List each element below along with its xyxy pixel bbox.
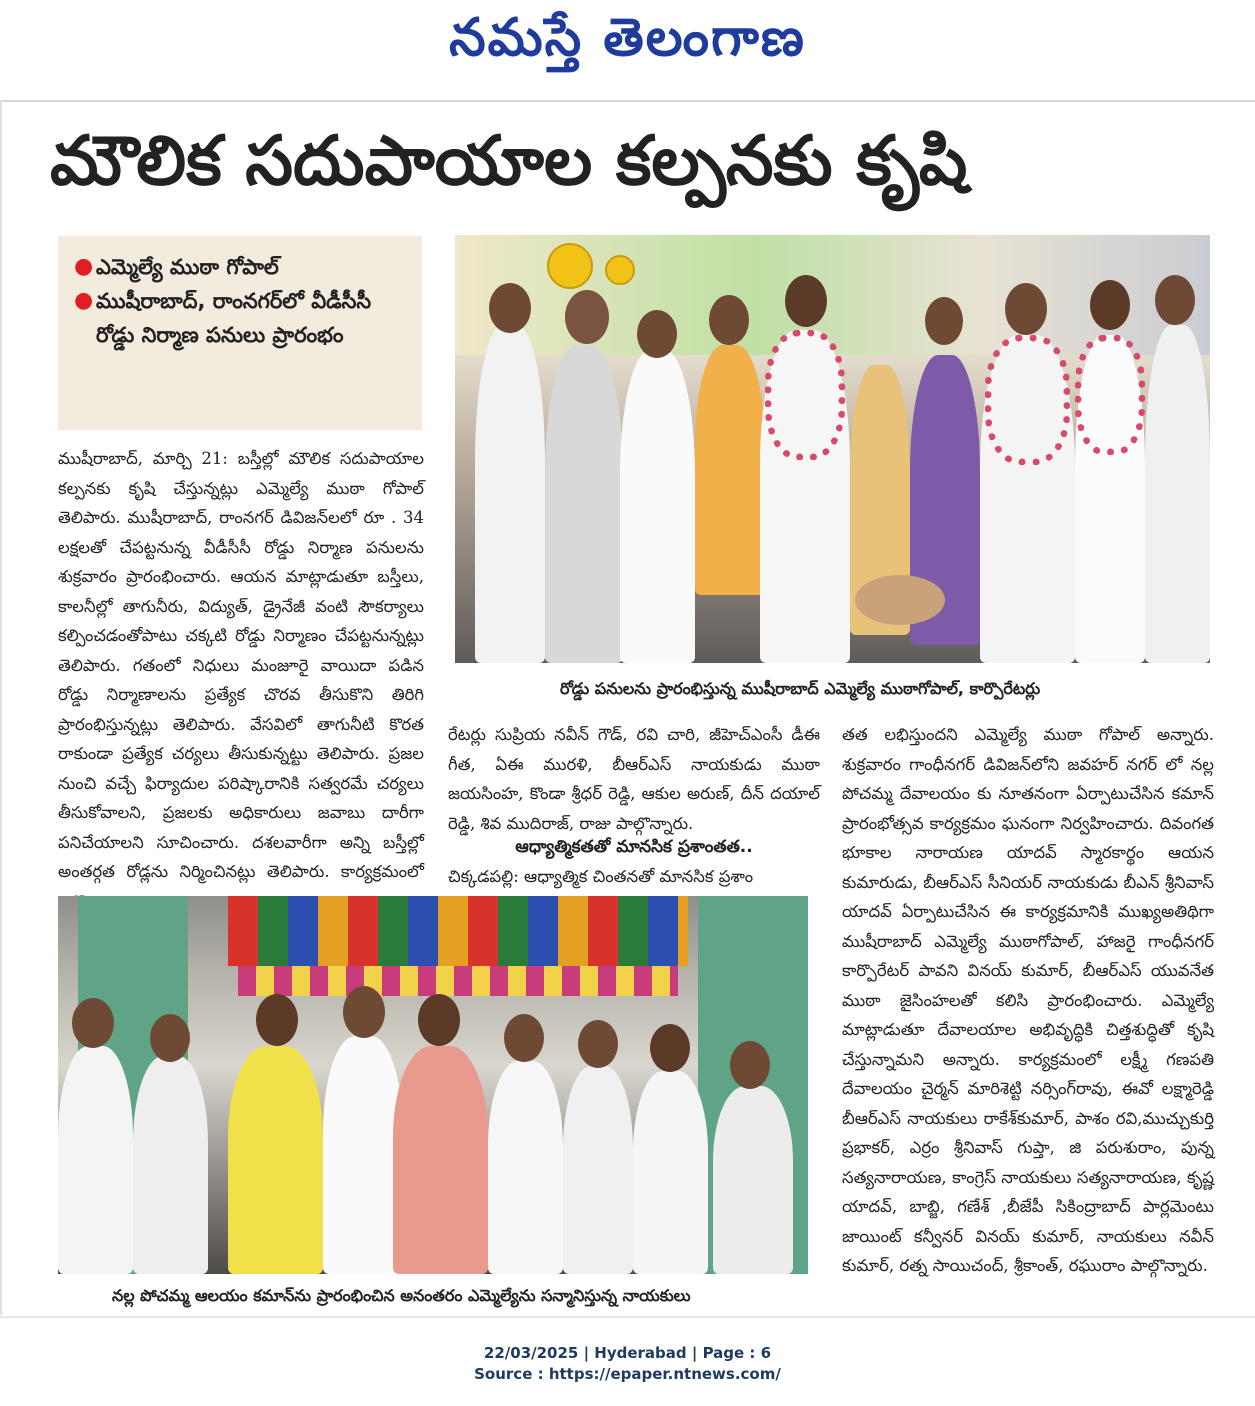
photo2-caption: నల్ల పోచమ్మ ఆలయం కమాన్‌ను ప్రారంభించిన అనంతరం ఎమ్మెల్యేను సన్మానిస్తున్న నాయకులు [112, 1286, 691, 1305]
person-head [650, 1024, 690, 1072]
person-head [565, 290, 609, 344]
footer-source: Source : https://epaper.ntnews.com/ [474, 1365, 781, 1383]
person-head [418, 994, 460, 1046]
person-head [504, 1014, 544, 1062]
canopy-fringe [238, 966, 678, 996]
person-head [256, 994, 298, 1046]
bullet-icon: ● [74, 254, 94, 279]
footer-date-page: 22/03/2025 | Hyderabad | Page : 6 [483, 1344, 772, 1362]
person-head [1155, 275, 1195, 325]
person [58, 1046, 133, 1274]
person [563, 1066, 633, 1274]
person-head [1005, 283, 1047, 335]
person [1145, 325, 1210, 663]
highlight-item [74, 284, 412, 352]
article-headline: మౌలిక సదుపాయాల కల్పనకు కృషి [50, 122, 968, 201]
person [488, 1061, 563, 1274]
person-head [925, 297, 963, 345]
person-head [489, 283, 531, 333]
person [393, 1046, 488, 1274]
top-rule [0, 100, 1255, 102]
page-footer [0, 1343, 1255, 1385]
person-head [343, 986, 385, 1038]
road-works-photo [455, 235, 1210, 663]
photo1-caption: రోడ్డు పనులను ప్రారంభిస్తున్న ముషీరాబాద్ ఎమ్మెల్యే ముఠాగోపాల్, కార్పొరేటర్లు [560, 679, 1041, 698]
person-head [1090, 280, 1130, 330]
article-column-1: ముషీరాబాద్, మార్చి 21: బస్తీల్లో మౌలిక సదుపాయాల కల్పనకు కృషి చేస్తున్నట్లు ఎమ్మెల్యే ముఠా గోపాల్ తెలిపారు. ముషీరాబాద్, రాంనగర్ డివిజన్‌లలో రూ . 34 లక్షలతో చేపట్టనున్న వీడీసీసీ రోడ్డు నిర్మాణ పనులను శుక్రవారం ప్రారంభించారు. ఆయన మాట్లాడుతూ బస్తీలు, కాలనీల్లో తాగునీరు, విద్యుత్, డ్రైనేజీ వంటి సౌకర్యాలు కల్పించడంతోపాటు చక్కటి రోడ్డు నిర్మాణం చేపట్టనున్నట్లు తెలిపారు. గతంలో నిధులు మంజూరై వాయిదా పడిన రోడ్డు నిర్మాణాలను ప్రత్యేక చొరవ తీసుకొని తిరిగి ప్రారంభిస్తున్నట్లు తెలిపారు. వేసవిలో తాగునీటి కొరత రాకుండా ప్రత్యేక చర్యలు తీసుకున్నట్టు తెలిపారు. ప్రజల నుంచి వచ్చే ఫిర్యాదుల పరిష్కారానికి సత్వరమే చర్యలు తీసుకోవాలని, ప్రజలకు అధికారులు జవాబు దారీగా పనిచేయాలని సూచించారు. దశలవారీగా అన్ని బస్తీల్లో అంతర్గత రోడ్లను నిర్మించినట్లు తెలిపారు. కార్యక్రమంలో [58, 449, 424, 881]
person [228, 1046, 323, 1274]
newspaper-masthead: నమస్తే తెలంగాణ [449, 8, 806, 68]
person-head [150, 1014, 190, 1062]
person [323, 1036, 403, 1274]
festive-canopy [228, 896, 688, 966]
person [545, 345, 623, 663]
person [475, 325, 545, 663]
person-head [72, 998, 114, 1048]
person-head [578, 1020, 618, 1068]
temple-arch-photo [58, 896, 808, 1274]
bottom-rule [0, 1316, 1255, 1318]
highlight-text: ఎమ్మెల్యే ముఠా గోపాల్ [96, 255, 279, 279]
person [620, 350, 695, 663]
person [633, 1071, 708, 1274]
article-column-2-continued: చిక్కడపల్లి: ఆధ్యాత్మిక చింతనతో మానసిక ప్రశాం [448, 867, 754, 886]
person-head [730, 1041, 770, 1089]
left-rule [0, 100, 2, 1315]
flower-garland [765, 330, 845, 460]
person-head [785, 275, 827, 327]
person [695, 345, 765, 595]
coconut-basin [855, 575, 945, 625]
flower-garland [985, 335, 1070, 465]
person-head [637, 310, 677, 358]
highlight-item [74, 250, 412, 284]
article-column-3: తత లభిస్తుందని ఎమ్మెల్యే ముఠా గోపాల్ అన్నారు. శుక్రవారం గాంధీనగర్ డివిజన్‌లోని జవహర్ నగర్ లో నల్ల పోచమ్మ దేవాలయం కు నూతనంగా ఏర్పాటుచేసిన కమాన్ ప్రారంభోత్సవ కార్యక్రమం ఘనంగా నిర్వహించారు. దివంగత భూకాల నారాయణ యాదవ్ స్మారకార్థం ఆయన కుమారుడు, బీఆర్ఎస్ సీనియర్ నాయకుడు బీఎన్ శ్రీనివాస్ యాదవ్ ఏర్పాటుచేసిన ఈ కార్యక్రమానికి ముఖ్యఅతిథిగా ముషీరాబాద్ ఎమ్మెల్యే ముఠాగోపాల్, హాజరై గాంధీనగర్ కార్పొరేటర్ పావని వినయ్ కుమార్, బీఆర్ఎస్ యువనేత ముఠా జైసింహలతో కలిసి ప్రారంభించారు. ఎమ్మెల్యే మాట్లాడుతూ దేవాలయాల అభివృద్ధికి చిత్తశుద్ధితో కృషి చేస్తున్నామని అన్నారు. కార్యక్రమంలో లక్ష్మీ గణపతి దేవాలయం చైర్మన్ మారిశెట్టి నర్సింగ్‌రావు, ఈవో లక్ష్మారెడ్డి బీఆర్ఎస్ నాయకులు రాకేశ్‌కుమార్, పాశం రవి,ముచ్చుకుర్తి ప్రభాకర్, ఎర్రం శ్రీనివాస్ గుప్తా, జి పరుశురాం, పున్న సత్యనారాయణ, కాంగ్రెస్ నాయకులు సత్యనారాయణ, కృష్ణ యాదవ్, బాబ్జి, గణేశ్ ,బీజేపీ సికింద్రాబాద్ పార్లమెంటు జాయింట్ కన్వీనర్ వినయ్ కుమార్, నాయకులు నవీన్ కుమార్, రత్న సాయిచంద్, శ్రీకాంత్, రఘురాం పాల్గొన్నారు. [842, 725, 1214, 1275]
flower-garland [1075, 335, 1145, 455]
highlights-box [58, 236, 422, 430]
highlight-text: ముషీరాబాద్, రాంనగర్‌లో వీడీసీసీ రోడ్డు నిర్మాణ పనులు ప్రారంభం [96, 289, 372, 347]
person [133, 1056, 208, 1274]
article-subheading: ఆధ్యాత్మికతతో మానసిక ప్రశాంతత.. [515, 837, 753, 857]
smiley-face-icon [547, 243, 593, 289]
bullet-icon: ● [74, 288, 94, 313]
smiley-face-icon [605, 255, 635, 285]
person-head [709, 295, 749, 345]
article-column-2: రేటర్లు సుప్రియ నవీన్ గౌడ్, రవి చారి, జీహెచ్ఎంసీ డీఈ గీత, ఏఈ మురళి, బీఆర్ఎస్ నాయకుడు ముఠా జయసింహ, కొండా శ్రీధర్ రెడ్డి, ఆకుల అరుణ్, దీన్ దయాల్ రెడ్డి, శివ ముదిరాజ్, రాజు పాల్గొన్నారు. [448, 725, 820, 833]
person [713, 1086, 793, 1274]
